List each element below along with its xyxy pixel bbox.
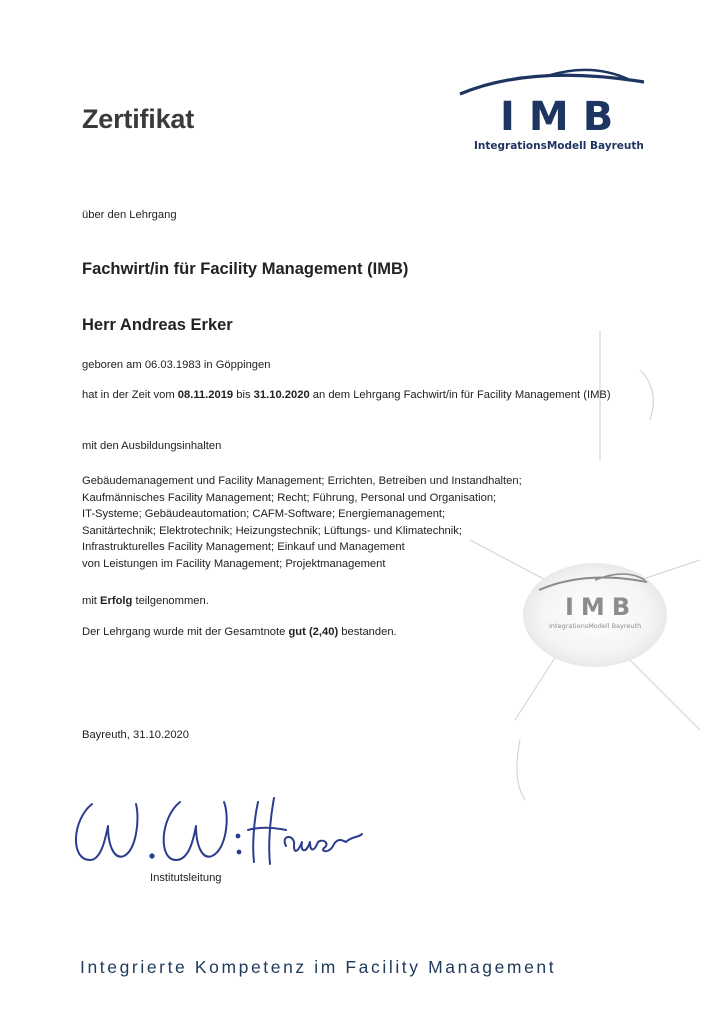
watermark-subtitle: IntegrationsModell Bayreuth <box>549 622 642 630</box>
footer-slogan: Integrierte Kompetenz im Facility Management <box>80 957 557 977</box>
period-suffix: an dem Lehrgang Fachwirt/in für Facility Management (IMB) <box>312 389 611 401</box>
contents-line: IT-Systeme; Gebäudeautomation; CAFM-Software; Energiemanagement; <box>82 508 446 521</box>
birth-line: geboren am 06.03.1983 in Göppingen <box>82 359 271 371</box>
period-prefix: hat in der Zeit vom <box>82 389 175 401</box>
contents-line: Sanitärtechnik; Elektrotechnik; Heizungstechnik; Lüftungs- und Klimatechnik; <box>82 524 462 537</box>
success-line <box>82 595 209 607</box>
intro-text: über den Lehrgang <box>82 209 177 221</box>
place-date: Bayreuth, 31.10.2020 <box>82 729 189 741</box>
period-line <box>82 389 611 401</box>
imb-logo <box>452 60 652 165</box>
success-suffix: teilgenommen. <box>135 595 209 607</box>
signature <box>62 790 372 885</box>
logo-mark: IMB <box>500 94 628 140</box>
contents-line: von Leistungen im Facility Management; Projektmanagement <box>82 557 386 570</box>
person-name: Herr Andreas Erker <box>82 316 233 334</box>
contents-line: Gebäudemanagement und Facility Management; Errichten, Betreiben und Instandhalten; <box>82 475 522 487</box>
course-title: Fachwirt/in für Facility Management (IMB) <box>82 260 409 278</box>
period-start: 08.11.2019 <box>177 389 234 401</box>
grade-line <box>82 626 397 638</box>
contents-line: Infrastrukturelles Facility Management; Einkauf und Management <box>82 541 405 554</box>
contents-list <box>82 473 522 573</box>
contents-line: Kaufmännisches Facility Management; Recht; Führung, Personal und Organisation; <box>82 491 497 504</box>
grade-value: gut (2,40) <box>288 626 339 638</box>
contents-intro: mit den Ausbildungsinhalten <box>82 440 222 452</box>
success-word: Erfolg <box>100 595 133 607</box>
logo-subtitle: IntegrationsModell Bayreuth <box>474 140 644 152</box>
period-end: 31.10.2020 <box>253 389 310 401</box>
grade-suffix: bestanden. <box>341 626 397 638</box>
certificate-title: Zertifikat <box>82 104 195 134</box>
grade-prefix: Der Lehrgang wurde mit der Gesamtnote <box>82 626 286 638</box>
watermark-mark: IMB <box>565 593 638 621</box>
signature-label: Institutsleitung <box>150 872 222 884</box>
period-middle: bis <box>236 389 251 401</box>
watermark-logo <box>515 560 675 675</box>
success-prefix: mit <box>82 595 97 607</box>
